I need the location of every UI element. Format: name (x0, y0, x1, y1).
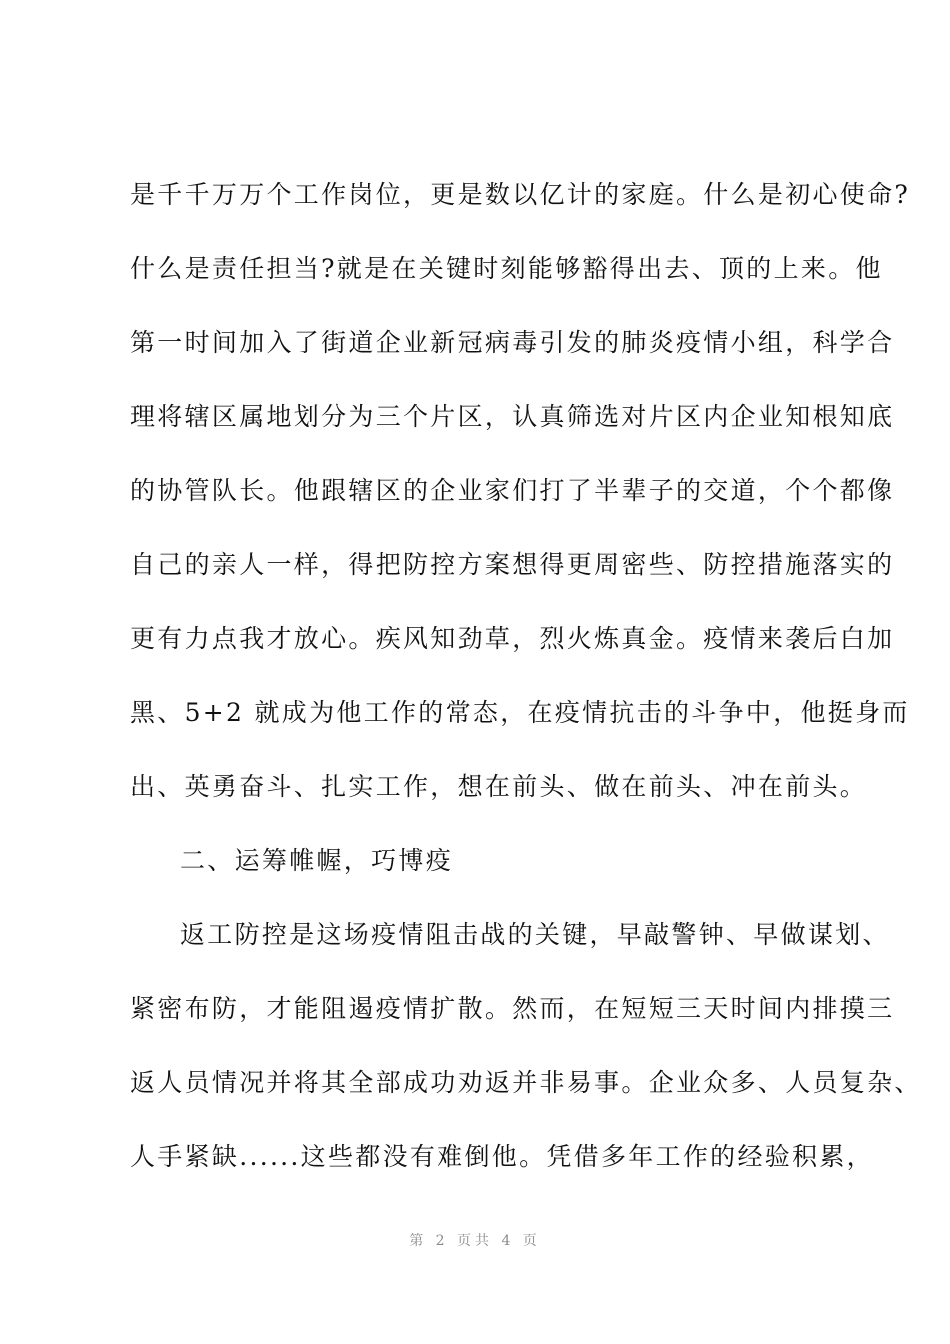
text-line-12: 紧密布防，才能阻遏疫情扩散。然而，在短短三天时间内排摸三 (130, 994, 895, 1023)
text-line-4: 理将辖区属地划分为三个片区，认真筛选对片区内企业知根知底 (130, 402, 895, 431)
page-number-footer: 第 2 页共 4 页 (409, 1233, 541, 1249)
text-line-13: 返人员情况并将其全部成功劝返并非易事。企业众多、人员复杂、 (130, 1068, 922, 1097)
section-heading: 二、运筹帷幄，巧博疫 (180, 846, 454, 875)
text-line-1: 是千千万万个工作岗位，更是数以亿计的家庭。什么是初心使命? (130, 180, 911, 209)
text-line-7: 更有力点我才放心。疾风知劲草，烈火炼真金。疫情来袭后白加 (130, 624, 895, 653)
text-line-6: 自己的亲人一样，得把防控方案想得更周密些、防控措施落实的 (130, 550, 895, 579)
text-line-2: 什么是责任担当?就是在关键时刻能够豁得出去、顶的上来。他 (130, 254, 883, 283)
text-line-14: 人手紧缺......这些都没有难倒他。凭借多年工作的经验积累， (130, 1142, 874, 1171)
text-line-8: 黑、5+2 就成为他工作的常态，在疫情抗击的斗争中，他挺身而 (130, 698, 910, 727)
text-line-3: 第一时间加入了街道企业新冠病毒引发的肺炎疫情小组，科学合 (130, 328, 895, 357)
text-line-5: 的协管队长。他跟辖区的企业家们打了半辈子的交道，个个都像 (130, 476, 895, 505)
text-line-11: 返工防控是这场疫情阻击战的关键，早敲警钟、早做谋划、 (180, 920, 890, 949)
text-line-9: 出、英勇奋斗、扎实工作，想在前头、做在前头、冲在前头。 (130, 772, 868, 801)
